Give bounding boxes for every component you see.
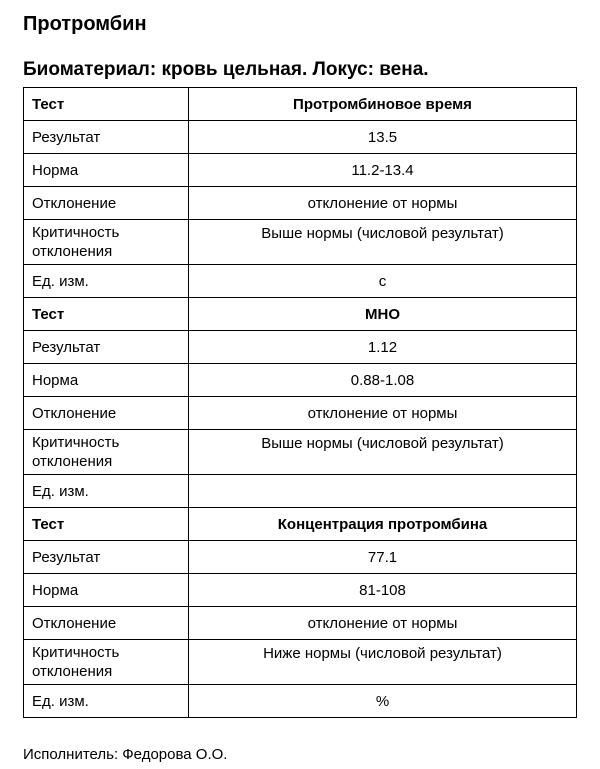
- norm-value: 81-108: [189, 574, 577, 607]
- deviation-row: [24, 607, 577, 640]
- criticality-label: Критичность отклонения: [24, 430, 189, 475]
- unit-label: Ед. изм.: [24, 265, 189, 298]
- criticality-label: Критичность отклонения: [24, 640, 189, 685]
- norm-row: [24, 364, 577, 397]
- test-label: Тест: [24, 88, 189, 121]
- biomaterial-subtitle: Биоматериал: кровь цельная. Локус: вена.: [23, 59, 429, 80]
- result-row: [24, 331, 577, 364]
- page-title: Протромбин: [23, 13, 147, 35]
- result-value: 1.12: [189, 331, 577, 364]
- test-label: Тест: [24, 298, 189, 331]
- unit-label: Ед. изм.: [24, 685, 189, 718]
- result-value: 77.1: [189, 541, 577, 574]
- criticality-row: [24, 430, 577, 475]
- deviation-row: [24, 187, 577, 220]
- norm-label: Норма: [24, 574, 189, 607]
- test-name: Концентрация протромбина: [189, 508, 577, 541]
- test-name: Протромбиновое время: [189, 88, 577, 121]
- deviation-label: Отклонение: [24, 397, 189, 430]
- unit-label: Ед. изм.: [24, 475, 189, 508]
- unit-row: [24, 475, 577, 508]
- criticality-row: [24, 220, 577, 265]
- executor-note: Исполнитель: Федорова О.О.: [23, 746, 228, 763]
- norm-row: [24, 154, 577, 187]
- result-label: Результат: [24, 541, 189, 574]
- unit-row: [24, 265, 577, 298]
- deviation-value: отклонение от нормы: [189, 187, 577, 220]
- result-label: Результат: [24, 331, 189, 364]
- unit-value: %: [189, 685, 577, 718]
- norm-value: 11.2-13.4: [189, 154, 577, 187]
- unit-row: [24, 685, 577, 718]
- criticality-value: Выше нормы (числовой результат): [189, 430, 577, 475]
- norm-row: [24, 574, 577, 607]
- unit-value: с: [189, 265, 577, 298]
- test-header-row: [24, 508, 577, 541]
- unit-value: [189, 475, 577, 508]
- deviation-value: отклонение от нормы: [189, 397, 577, 430]
- result-row: [24, 541, 577, 574]
- criticality-row: [24, 640, 577, 685]
- deviation-label: Отклонение: [24, 607, 189, 640]
- deviation-row: [24, 397, 577, 430]
- test-header-row: [24, 298, 577, 331]
- result-label: Результат: [24, 121, 189, 154]
- test-name: МНО: [189, 298, 577, 331]
- criticality-value: Ниже нормы (числовой результат): [189, 640, 577, 685]
- results-table: [23, 87, 577, 718]
- norm-label: Норма: [24, 364, 189, 397]
- norm-value: 0.88-1.08: [189, 364, 577, 397]
- test-header-row: [24, 88, 577, 121]
- test-label: Тест: [24, 508, 189, 541]
- criticality-label: Критичность отклонения: [24, 220, 189, 265]
- norm-label: Норма: [24, 154, 189, 187]
- result-value: 13.5: [189, 121, 577, 154]
- result-row: [24, 121, 577, 154]
- deviation-value: отклонение от нормы: [189, 607, 577, 640]
- criticality-value: Выше нормы (числовой результат): [189, 220, 577, 265]
- deviation-label: Отклонение: [24, 187, 189, 220]
